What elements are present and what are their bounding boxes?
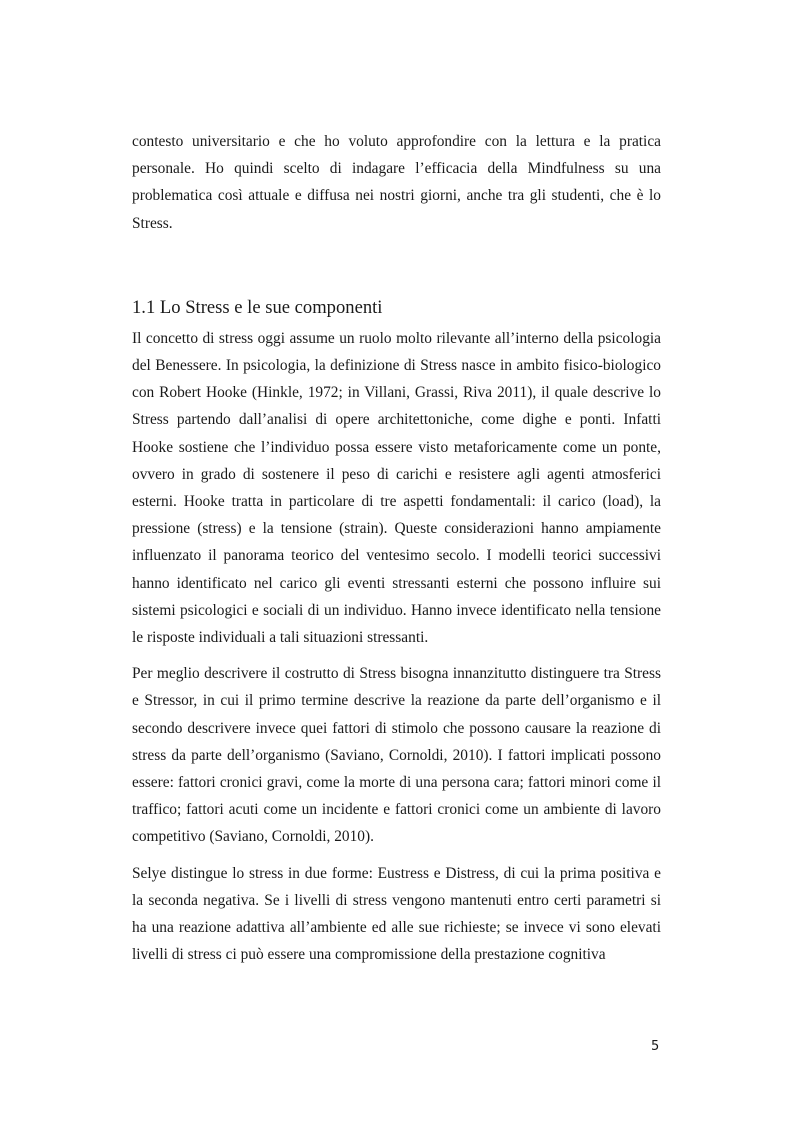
section-paragraph-3: Selye distingue lo stress in due forme: Eustress e Distress, di cui la prima positiva e la seconda negativa. Se i livelli di stress vengono mantenuti entro certi parametri si ha una reazione adattiva all’ambiente ed alle sue richieste; se invece vi sono elevati livelli di stress ci può essere una compromissione della prestazione cognitiva: [132, 864, 661, 964]
section-paragraph-1: Il concetto di stress oggi assume un ruolo molto rilevante all’interno della psicologia del Benessere. In psicologia, la definizione di Stress nasce in ambito fisico-biologico con Robert Hooke (Hinkle, 1972; in Villani, Grassi, Riva 2011), il quale descrive lo Stress partendo dall’analisi di opere architettoniche, come dighe e ponti. Infatti Hooke sostiene che l’individuo possa essere visto metaforicamente come un ponte, ovvero in grado di sostenere il peso di carichi e resistere agli agenti atmosferici esterni. Hooke tratta in particolare di tre aspetti fondamentali: il carico (load), la pressione (stress) e la tensione (strain). Queste considerazioni hanno ampiamente influenzato il panorama teorico del ventesimo secolo. I modelli teorici successivi hanno identificato nel carico gli eventi stressanti esterni che possono influire sui sistemi psicologici e sociali di un individuo. Hanno invece identificato nella tensione le risposte individuali a tali situazioni stressanti.: [132, 329, 661, 647]
page-body: [132, 128, 661, 968]
page-number: 5: [651, 1039, 660, 1054]
section-paragraph-2: Per meglio descrivere il costrutto di Stress bisogna innanzitutto distinguere tra Stress e Stressor, in cui il primo termine descrive la reazione da parte dell’organismo e il secondo descrivere invece quei fattori di stimolo che possono causare la reazione di stress da parte dell’organismo (Saviano, Cornoldi, 2010). I fattori implicati possono essere: fattori cronici gravi, come la morte di una persona cara; fattori minori come il traffico; fattori acuti come un incidente e fattori cronici come un ambiente di lavoro competitivo (Saviano, Cornoldi, 2010).: [132, 665, 661, 846]
section-heading: 1.1 Lo Stress e le sue componenti: [132, 296, 383, 318]
intro-paragraph: contesto universitario e che ho voluto approfondire con la lettura e la pratica personale. Ho quindi scelto di indagare l’efficacia della Mindfulness su una problematica così attuale e diffusa nei nostri giorni, anche tra gli studenti, che è lo Stress.: [132, 133, 661, 232]
